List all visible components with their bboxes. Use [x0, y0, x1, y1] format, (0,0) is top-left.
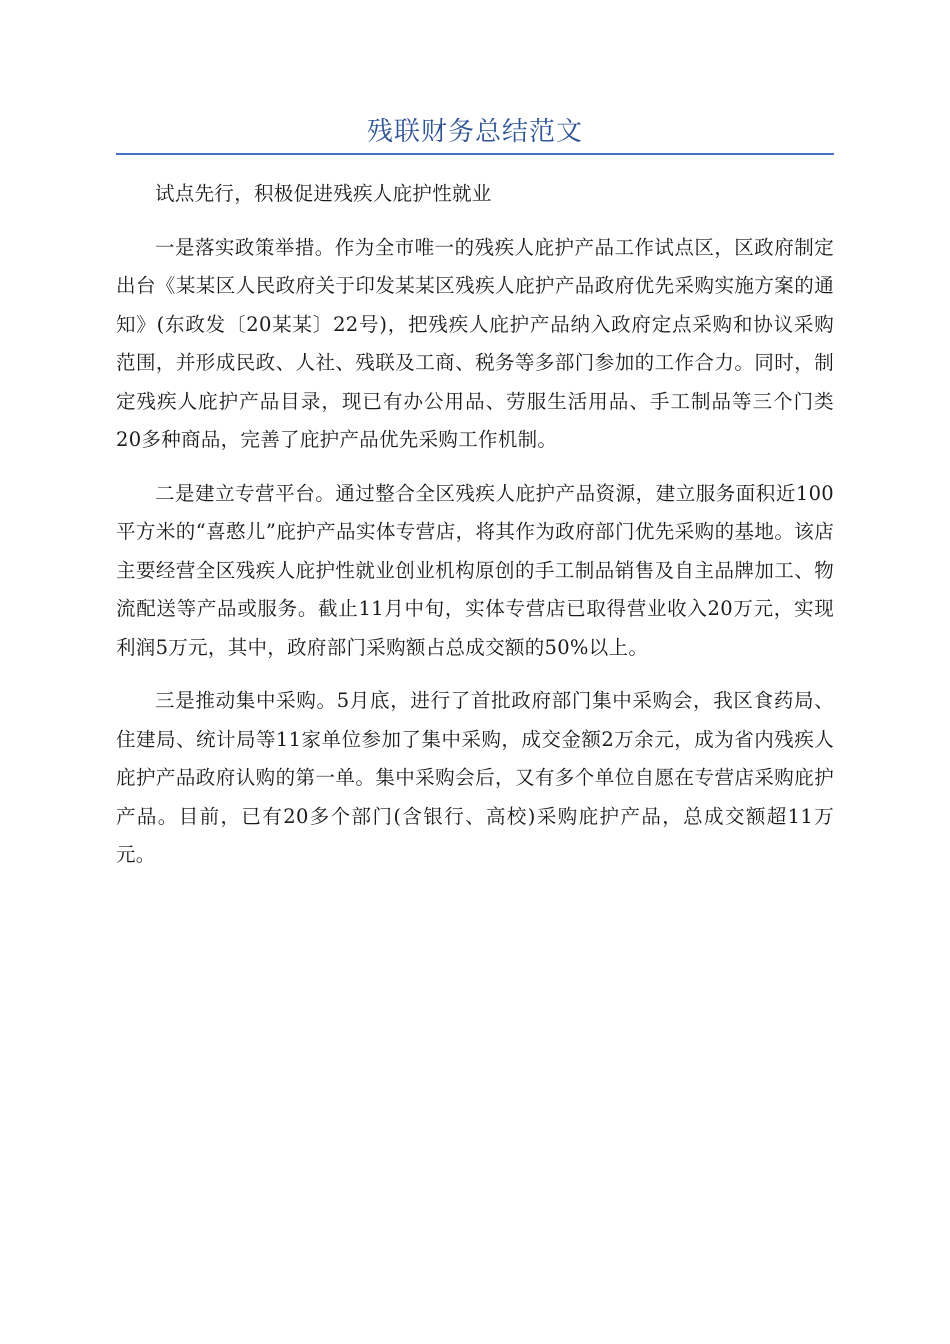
document-title: 残联财务总结范文: [366, 117, 583, 147]
section-heading: 试点先行，积极促进残疾人庇护性就业: [155, 182, 492, 205]
paragraph-policy: 一是落实政策举措。作为全市唯一的残疾人庇护产品工作试点区，区政府制定出台《某某区人民政府关于印发某某区残疾人庇护产品政府优先采购实施方案的通知》(东政发〔20某某〕22号)，把残疾人庇护产品纳入政府定点采购和协议采购范围，并形成民政、人社、残联及工商、税务等多部门参加的工作合力。同时，制定残疾人庇护产品目录，现已有办公用品、劳服生活用品、手工制品等三个门类20多种商品，完善了庇护产品优先采购工作机制。: [116, 235, 834, 451]
document-body: [116, 175, 834, 875]
title-underline: [116, 153, 834, 155]
paragraph-procurement: 三是推动集中采购。5月底，进行了首批政府部门集中采购会，我区食药局、住建局、统计局等11家单位参加了集中采购，成交金额2万余元，成为省内残疾人庇护产品政府认购的第一单。集中采购会后，又有多个单位自愿在专营店采购庇护产品。目前，已有20多个部门(含银行、高校)采购庇护产品，总成交额超11万元。: [116, 689, 834, 866]
paragraph-platform: 二是建立专营平台。通过整合全区残疾人庇护产品资源，建立服务面积近100平方米的“喜憨儿”庇护产品实体专营店，将其作为政府部门优先采购的基地。该店主要经营全区残疾人庇护性就业创业机构原创的手工制品销售及自主品牌加工、物流配送等产品或服务。截止11月中旬，实体专营店已取得营业收入20万元，实现利润5万元，其中，政府部门采购额占总成交额的50%以上。: [116, 481, 834, 659]
